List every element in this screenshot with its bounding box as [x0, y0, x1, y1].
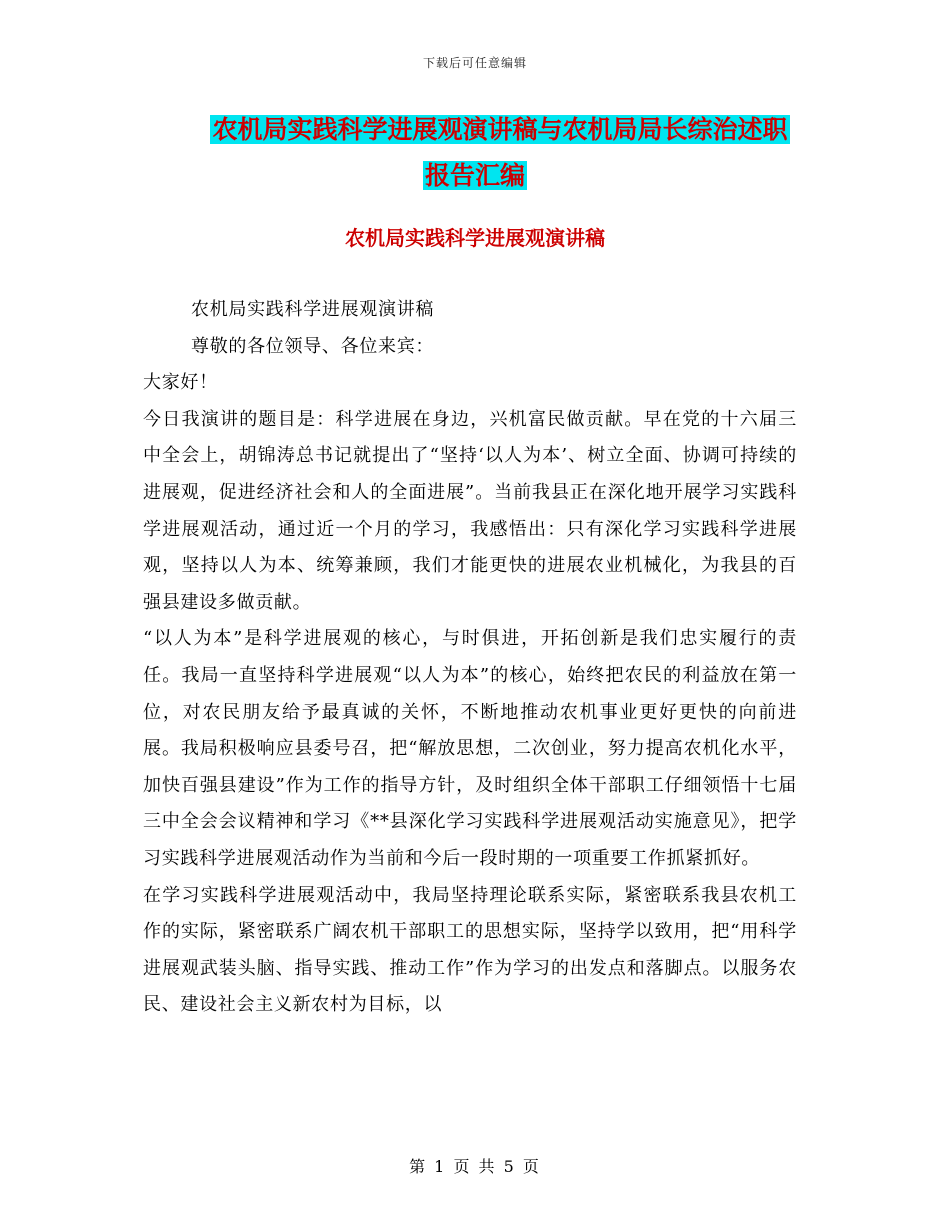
section-title: 农机局实践科学进展观演讲稿	[345, 226, 605, 250]
paragraph-subtitle: 农机局实践科学进展观演讲稿	[191, 299, 435, 320]
document-title-text2: 报告汇编	[424, 161, 525, 190]
body-text	[143, 292, 797, 1024]
document-title-text1: 农机局实践科学进展观演讲稿与农机局局长综治述职	[212, 115, 788, 144]
header-note: 下载后可任意编辑	[422, 56, 527, 70]
paragraph-body-3: 在学习实践科学进展观活动中，我局坚持理论联系实际，紧密联系我县农机工作的实际，紧密联系广阔农机干部职工的思想实际，坚持学以致用，把“用科学进展观武装头脑、指导实践、推动工作”作为学习的出发点和落脚点。以服务农民、建设社会主义新农村为目标，以	[143, 884, 797, 1016]
document-title-line2	[0, 156, 950, 196]
paragraph-body-1: 今日我演讲的题目是：科学进展在身边，兴机富民做贡献。早在党的十六届三中全会上，胡锦涛总书记就提出了“坚持‘以人为本’、树立全面、协调可持续的进展观，促进经济社会和人的全面进展”。当前我县正在深化地开展学习实践科学进展观活动，通过近一个月的学习，我感悟出：只有深化学习实践科学进展观，坚持以人为本、统筹兼顾，我们才能更快的进展农业机械化，为我县的百强县建设多做贡献。	[143, 408, 797, 613]
paragraph-body-2: “以人为本”是科学进展观的核心，与时俱进，开拓创新是我们忠实履行的责任。我局一直坚持科学进展观“以人为本”的核心，始终把农民的利益放在第一位，对农民朋友给予最真诚的关怀，不断地推动农机事业更好更快的向前进展。我局积极响应县委号召，把“解放思想，二次创业，努力提高农机化水平，加快百强县建设”作为工作的指导方针，及时组织全体干部职工仔细领悟十七届三中全会会议精神和学习《**县深化学习实践科学进展观活动实施意见》，把学习实践科学进展观活动作为当前和今后一段时期的一项重要工作抓紧抓好。	[143, 628, 797, 869]
document-title-line1	[150, 110, 850, 150]
page-footer: 第 1 页 共 5 页	[409, 1157, 541, 1176]
paragraph-greeting: 尊敬的各位领导、各位来宾：	[191, 335, 435, 357]
paragraph-hello: 大家好！	[143, 372, 218, 394]
